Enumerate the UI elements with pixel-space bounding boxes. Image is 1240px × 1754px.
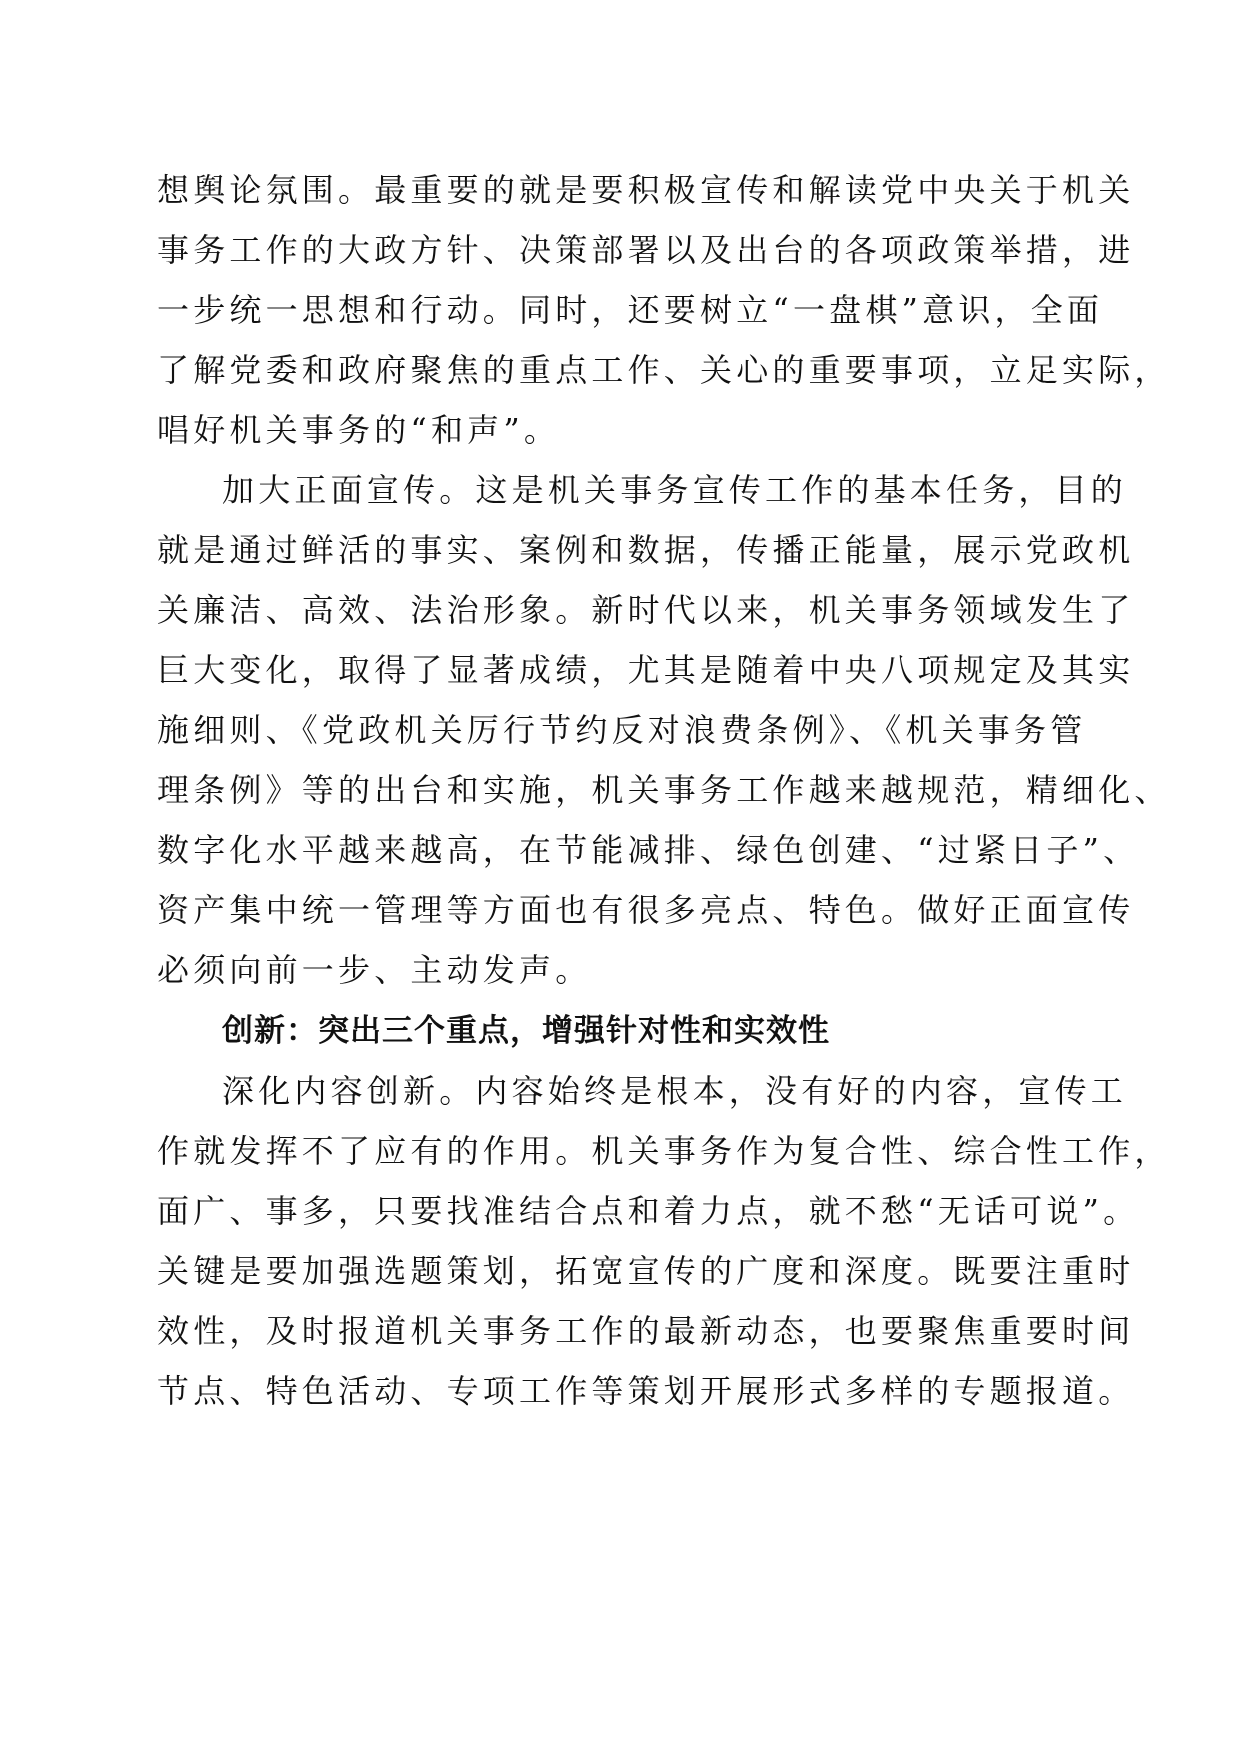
body-text-line: 一步统一思想和行动。同时，还要树立“一盘棋”意识，全面 [157,291,1104,329]
body-text-line: 作就发挥不了应有的作用。机关事务作为复合性、综合性工作， [157,1132,1171,1170]
body-text-line: 关键是要加强选题策划，拓宽宣传的广度和深度。既要注重时 [157,1252,1135,1290]
body-text-line: 效性，及时报道机关事务工作的最新动态，也要聚焦重要时间 [157,1312,1135,1350]
body-text-line: 关廉洁、高效、法治形象。新时代以来，机关事务领域发生了 [157,591,1135,629]
body-text-line: 唱好机关事务的“和声”。 [157,411,561,449]
section-heading: 创新：突出三个重点，增强针对性和实效性 [222,1013,830,1049]
body-text-line: 加大正面宣传。这是机关事务宣传工作的基本任务，目的 [222,471,1128,509]
body-text-line: 事务工作的大政方针、决策部署以及出台的各项政策举措，进 [157,231,1135,269]
body-text-line: 就是通过鲜活的事实、案例和数据，传播正能量，展示党政机 [157,531,1135,569]
body-text-line: 必须向前一步、主动发声。 [157,951,592,989]
body-text-line: 节点、特色活动、专项工作等策划开展形式多样的专题报道。 [157,1372,1135,1410]
body-text-line: 资产集中统一管理等方面也有很多亮点、特色。做好正面宣传 [157,891,1135,929]
body-text-line: 深化内容创新。内容始终是根本，没有好的内容，宣传工 [222,1072,1128,1110]
body-text-line: 面广、事多，只要找准结合点和着力点，就不愁“无话可说”。 [157,1192,1140,1230]
body-text-line: 理条例》等的出台和实施，机关事务工作越来越规范，精细化、 [157,771,1171,809]
body-text-line: 施细则、《党政机关厉行节约反对浪费条例》、《机关事务管 [157,711,1087,749]
body-text-line: 巨大变化，取得了显著成绩，尤其是随着中央八项规定及其实 [157,651,1135,689]
body-text-line: 想舆论氛围。最重要的就是要积极宣传和解读党中央关于机关 [157,171,1135,209]
body-text-line: 数字化水平越来越高，在节能减排、绿色创建、“过紧日子”、 [157,831,1140,869]
body-text-line: 了解党委和政府聚焦的重点工作、关心的重要事项，立足实际， [157,351,1171,389]
